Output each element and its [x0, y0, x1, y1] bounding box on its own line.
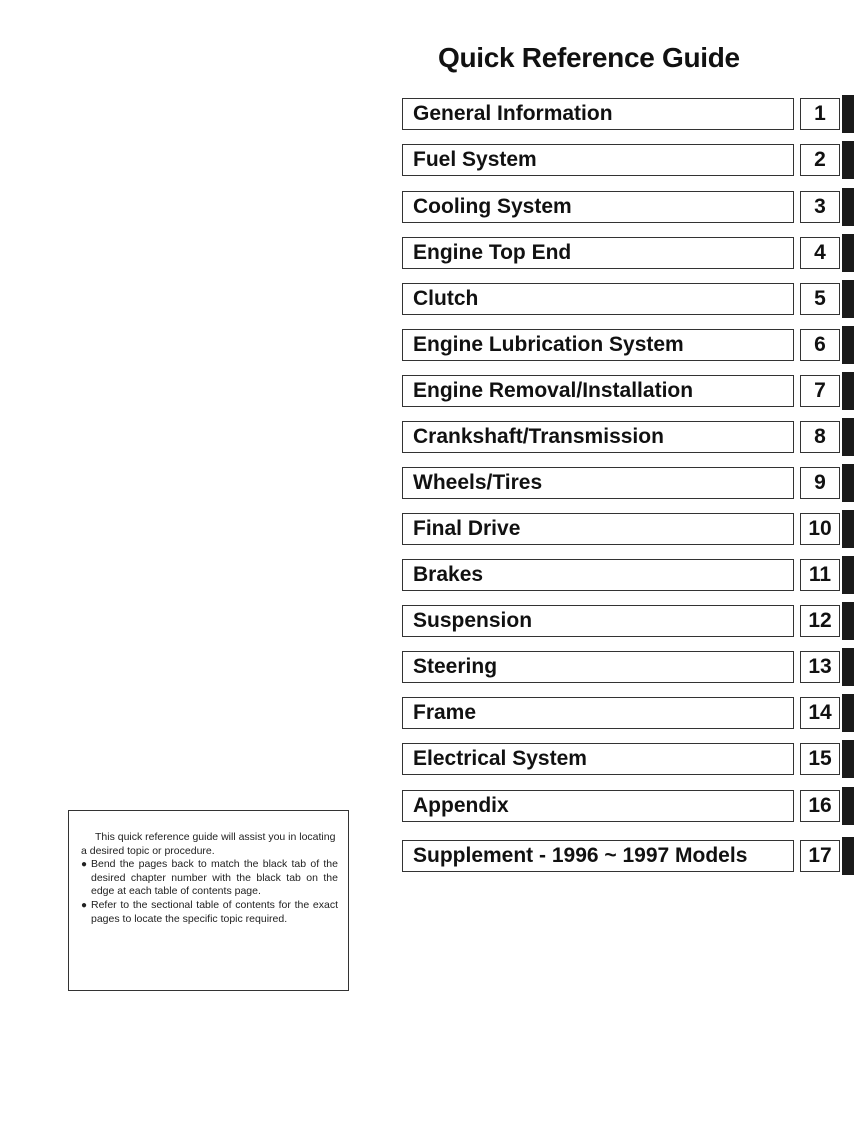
chapter-number: 16: [800, 790, 840, 822]
chapter-row-wheels-tires[interactable]: [398, 467, 866, 501]
black-tab: [842, 510, 854, 548]
usage-note-box: [68, 810, 349, 991]
black-tab: [842, 280, 854, 318]
black-tab: [842, 326, 854, 364]
chapter-number: 9: [800, 467, 840, 499]
chapter-label: Final Drive: [402, 513, 794, 545]
black-tab: [842, 602, 854, 640]
chapter-label: Electrical System: [402, 743, 794, 775]
chapter-label: Suspension: [402, 605, 794, 637]
chapter-label: Engine Top End: [402, 237, 794, 269]
chapter-number: 13: [800, 651, 840, 683]
chapter-row-cooling-system[interactable]: [398, 191, 866, 225]
black-tab: [842, 234, 854, 272]
chapter-label: Crankshaft/Transmission: [402, 421, 794, 453]
chapter-label: Clutch: [402, 283, 794, 315]
bullet-icon: ●: [81, 859, 88, 871]
black-tab: [842, 740, 854, 778]
black-tab: [842, 787, 854, 825]
bullet-icon: ●: [81, 899, 88, 911]
chapter-number: 1: [800, 98, 840, 130]
chapter-row-final-drive[interactable]: [398, 513, 866, 547]
black-tab: [842, 556, 854, 594]
chapter-number: 12: [800, 605, 840, 637]
chapter-row-general-information[interactable]: [398, 98, 866, 132]
chapter-number: 15: [800, 743, 840, 775]
chapter-row-fuel-system[interactable]: [398, 144, 866, 178]
chapter-label: Fuel System: [402, 144, 794, 176]
black-tab: [842, 95, 854, 133]
chapter-number: 8: [800, 421, 840, 453]
chapter-row-suspension[interactable]: [398, 605, 866, 639]
black-tab: [842, 418, 854, 456]
chapter-label: Frame: [402, 697, 794, 729]
chapter-label: Engine Removal/Installation: [402, 375, 794, 407]
chapter-number: 17: [800, 840, 840, 872]
note-bullet-text: Refer to the sectional table of contents for the exact pages to locate the specific topic required.: [91, 898, 338, 925]
chapter-label: Steering: [402, 651, 794, 683]
chapter-row-engine-lubrication-system[interactable]: [398, 329, 866, 363]
black-tab: [842, 372, 854, 410]
chapter-row-frame[interactable]: [398, 697, 866, 731]
chapter-row-crankshaft-transmission[interactable]: [398, 421, 866, 455]
chapter-label: General Information: [402, 98, 794, 130]
chapter-row-brakes[interactable]: [398, 559, 866, 593]
black-tab: [842, 141, 854, 179]
chapter-label: Supplement - 1996 ~ 1997 Models: [402, 840, 794, 872]
note-intro: This quick reference guide will assist you in locating a desired topic or procedure.: [81, 831, 336, 857]
black-tab: [842, 648, 854, 686]
chapter-label: Wheels/Tires: [402, 467, 794, 499]
chapter-number: 11: [800, 559, 840, 591]
note-bullet-item: [81, 858, 338, 899]
chapter-row-engine-removal-installation[interactable]: [398, 375, 866, 409]
chapter-label: Cooling System: [402, 191, 794, 223]
black-tab: [842, 464, 854, 502]
chapter-row-appendix[interactable]: [398, 790, 866, 824]
chapter-number: 6: [800, 329, 840, 361]
chapter-row-clutch[interactable]: [398, 283, 866, 317]
chapter-number: 5: [800, 283, 840, 315]
note-bullet-item: [81, 899, 338, 926]
chapter-label: Engine Lubrication System: [402, 329, 794, 361]
chapter-number: 10: [800, 513, 840, 545]
chapter-number: 14: [800, 697, 840, 729]
chapter-row-engine-top-end[interactable]: [398, 237, 866, 271]
chapter-label: Brakes: [402, 559, 794, 591]
black-tab: [842, 837, 854, 875]
chapter-number: 2: [800, 144, 840, 176]
note-bullet-text: Bend the pages back to match the black tab of the desired chapter number with the black tab on the edge at each table of contents page.: [91, 858, 338, 898]
chapter-label: Appendix: [402, 790, 794, 822]
chapter-number: 4: [800, 237, 840, 269]
chapter-row-steering[interactable]: [398, 651, 866, 685]
chapter-row-supplement[interactable]: [398, 840, 866, 874]
page-title: Quick Reference Guide: [438, 42, 740, 73]
chapter-row-electrical-system[interactable]: [398, 743, 866, 777]
black-tab: [842, 694, 854, 732]
note-bullet-list: [81, 858, 338, 926]
chapter-number: 3: [800, 191, 840, 223]
black-tab: [842, 188, 854, 226]
chapter-number: 7: [800, 375, 840, 407]
